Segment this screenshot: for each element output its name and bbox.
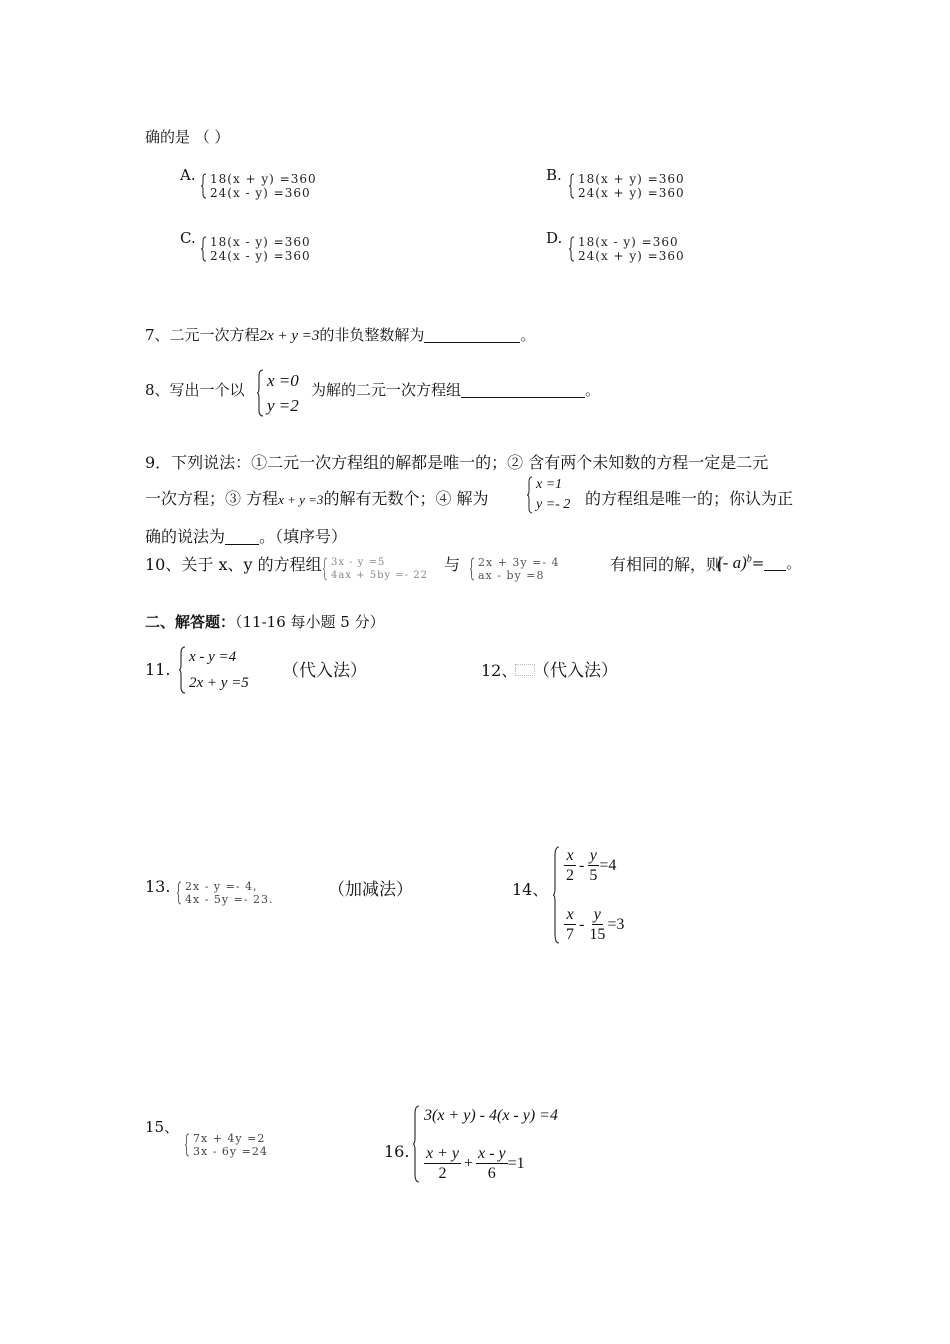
q10-sys-a-eq1: 3x - y =5 [331, 557, 386, 568]
q6-option-b-label: B. [546, 166, 562, 184]
q15-eq1: 7x + 4y =2 [193, 1132, 266, 1145]
brace-icon [200, 173, 207, 199]
q10-prefix: 10、关于 x、y 的方程组 [145, 555, 322, 574]
q10-equals: = [751, 554, 765, 572]
q6-option-d-label: D. [546, 229, 563, 247]
q14-row1 [564, 846, 624, 885]
q9-sol-eq2: y =- 2 [536, 497, 571, 512]
q16-r2-den2: 6 [487, 1165, 496, 1182]
q12-equation-placeholder-icon [515, 664, 535, 676]
q11-eq2: 2x + y =5 [189, 675, 249, 691]
q6-option-c-eq2: 24(x - y) =360 [210, 249, 311, 263]
q7-answer-blank[interactable] [424, 327, 520, 343]
q16-r2-num2: x - y [478, 1145, 506, 1162]
q9-line2-text-b: 的解有无数个；④ 解为 [323, 489, 489, 508]
brace-icon [526, 476, 533, 514]
section2-note: （11-16 每小题 5 分） [235, 613, 385, 631]
q9-line3-text-a: 确的说法为 [145, 527, 226, 546]
q13-label: 13. [145, 877, 171, 896]
q16-r2-op: + [464, 1154, 474, 1172]
q6-option-c-label: C. [180, 229, 196, 247]
q14-r2-rhs: =3 [607, 915, 625, 933]
q14-r2-num1: x [566, 906, 574, 923]
q13-method: （加减法） [328, 880, 413, 900]
q10-sys-b-eq2: ax - by =8 [478, 569, 545, 582]
q6-option-b-eq1: 18(x + y) =360 [578, 172, 685, 186]
q15-eq2: 3x - 6y =24 [193, 1145, 268, 1158]
q10-end: 。 [786, 554, 802, 572]
q9-solution-system [526, 476, 570, 514]
q16-r2-num1: x + y [426, 1145, 459, 1162]
section2-title: 二、解答题： [145, 613, 236, 631]
q8-end: 。 [585, 381, 601, 399]
q8-prefix: 8、写出一个以 [145, 381, 245, 399]
q7-suffix: 的非负整数解为 [319, 326, 425, 344]
q7-prefix: 7、二元一次方程 [145, 326, 260, 344]
q10-system-b [469, 557, 560, 581]
q10-answer-blank[interactable] [764, 553, 786, 571]
q14-row2 [564, 905, 624, 944]
brace-icon [178, 646, 186, 694]
q8-answer-blank[interactable] [461, 382, 585, 398]
q8-solution-system [256, 369, 299, 417]
q9-line2-c: 的方程组是唯一的；你认为正 [585, 489, 794, 508]
q13-eq1: 2x - y =- 4, [185, 880, 258, 893]
brace-icon [568, 173, 575, 199]
q14-r2-den1: 7 [566, 926, 574, 943]
q14-r1-rhs: =4 [599, 856, 617, 874]
brace-icon [256, 369, 264, 417]
brace-icon [200, 236, 207, 262]
q10-exponent: b [746, 553, 752, 565]
q10-expr: (- a) [717, 553, 747, 572]
q11-label: 11. [145, 660, 171, 679]
q16-row2 [424, 1144, 558, 1183]
q6-option-c-system [200, 236, 311, 262]
q6-option-c-eq1: 18(x - y) =360 [210, 235, 311, 249]
q6-option-a-label: A. [180, 166, 196, 184]
q9-line2-a [145, 486, 489, 509]
q11-system [178, 646, 249, 694]
q14-r2-op: - [579, 915, 585, 933]
q6-option-a-eq2: 24(x - y) =360 [210, 186, 311, 200]
brace-icon [412, 1105, 420, 1183]
q6-option-d-eq2: 24(x + y) =360 [578, 249, 685, 263]
q8-eq1: x =0 [267, 371, 299, 390]
q14-r1-num2: y [589, 847, 597, 864]
q12-method: （代入法） [533, 661, 618, 681]
q14-r1-op: - [579, 856, 585, 874]
q14-r2-num2: y [593, 906, 601, 923]
q6-option-a-eq1: 18(x + y) =360 [210, 172, 317, 186]
q9-line3 [145, 524, 347, 547]
q10-mid: 与 [444, 555, 461, 574]
brace-icon [568, 236, 575, 262]
q13-eq2: 4x - 5y =- 23. [185, 893, 274, 906]
q10-expression [717, 552, 801, 573]
brace-icon [552, 846, 560, 944]
q9-line3-text-b: 。（填序号） [259, 527, 348, 546]
q14-r1-den1: 2 [566, 867, 574, 884]
q8-line-end [311, 379, 600, 400]
q14-label: 14、 [512, 880, 549, 899]
q16-r2-den1: 2 [438, 1165, 447, 1182]
q7-line [145, 324, 535, 345]
q13-system [176, 881, 274, 905]
q8-eq2: y =2 [267, 396, 299, 415]
q9-line1: 9．下列说法：①二元一次方程组的解都是唯一的；② 含有两个未知数的方程一定是二元 [145, 453, 769, 472]
q14-r2-den2: 15 [589, 926, 606, 943]
q11-method: （代入法） [282, 661, 367, 681]
q9-answer-blank[interactable] [225, 528, 259, 545]
q10-suffix-line [610, 552, 722, 575]
q11-eq1: x - y =4 [189, 649, 237, 665]
q16-system [412, 1105, 558, 1183]
q6-option-b-system [568, 173, 685, 199]
q10-sys-b-eq1: 2x + 3y =- 4 [478, 556, 560, 569]
q6-option-d-system [568, 236, 685, 262]
q12-label: 12、 [481, 661, 518, 680]
q10-suffix: 有相同的解，则 [610, 555, 723, 574]
q9-sol-eq1: x =1 [536, 477, 563, 492]
q6-stem-tail: 确的是 （ ） [145, 128, 230, 146]
section2-heading [145, 611, 385, 632]
q7-end: 。 [520, 326, 536, 344]
q16-eq1: 3(x + y) - 4(x - y) =4 [424, 1107, 558, 1124]
q9-equation: x + y =3 [278, 492, 324, 507]
q6-option-d-eq1: 18(x - y) =360 [578, 235, 679, 249]
q15-system [184, 1133, 268, 1157]
q14-r1-num1: x [566, 847, 574, 864]
q14-r1-den2: 5 [589, 867, 598, 884]
q16-label: 16. [384, 1142, 410, 1161]
q10-sys-a-eq2: 4ax + 5by =- 22 [331, 570, 428, 581]
q14-system [552, 846, 624, 944]
q6-option-a-system [200, 173, 317, 199]
q10-system-a [322, 557, 428, 581]
q6-option-b-eq2: 24(x + y) =360 [578, 186, 685, 200]
q9-line2-text-a: 一次方程；③ 方程 [145, 489, 279, 508]
q8-suffix: 为解的二元一次方程组 [311, 381, 462, 399]
q15-label: 15、 [145, 1118, 180, 1136]
q16-r2-rhs: =1 [507, 1154, 525, 1172]
q7-equation: 2x + y =3 [259, 328, 320, 344]
